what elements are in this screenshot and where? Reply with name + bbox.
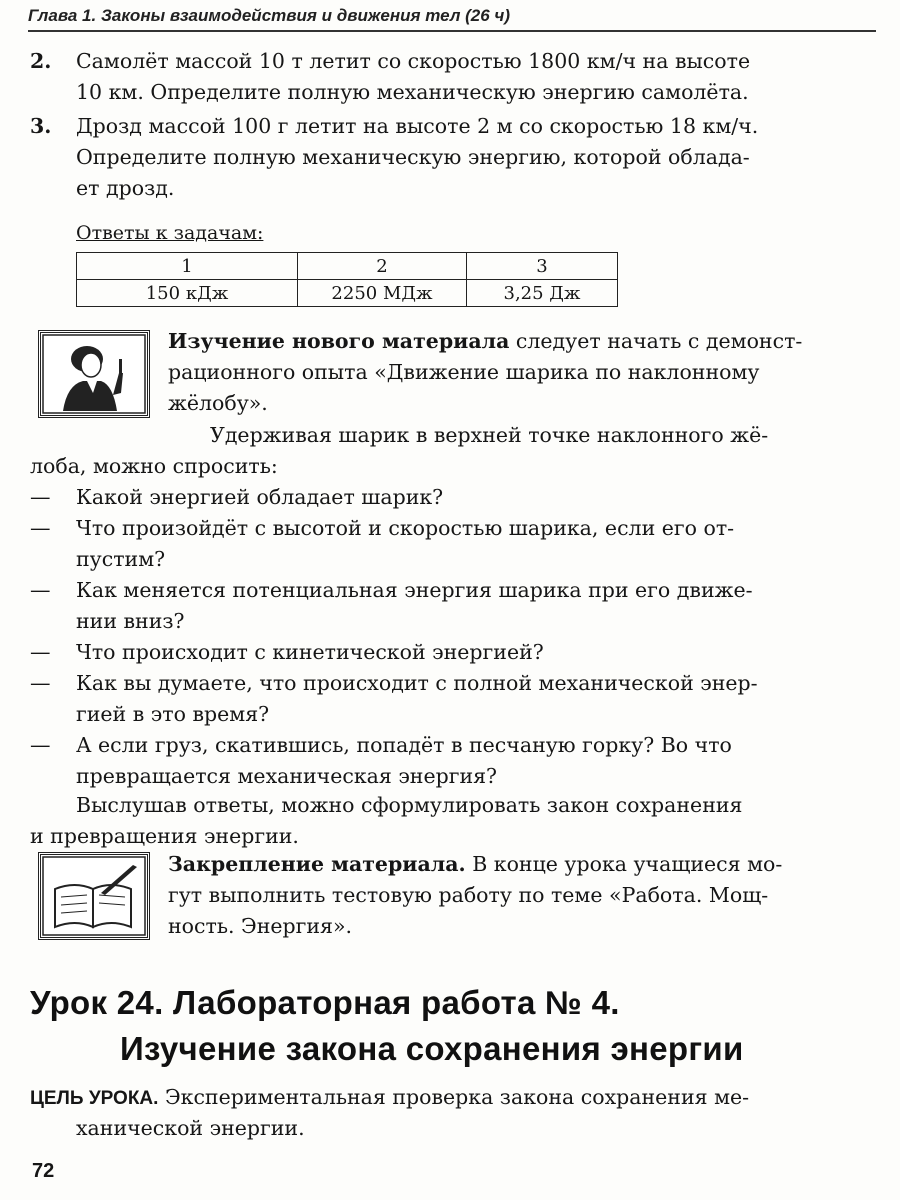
table-cell: 3,25 Дж bbox=[467, 280, 618, 307]
question-line: Как вы думаете, что происходит с полной механической энер- bbox=[76, 671, 758, 695]
table-header-cell: 2 bbox=[298, 253, 467, 280]
dash: — bbox=[30, 733, 51, 757]
answers-title: Ответы к задачам: bbox=[76, 222, 264, 244]
task-3 bbox=[30, 111, 51, 142]
dash: — bbox=[30, 578, 51, 602]
paragraph-text: ность. Энергия». bbox=[168, 914, 353, 938]
list-item bbox=[30, 482, 880, 513]
task-line: Определите полную механическую энергию, которой облада- bbox=[76, 145, 750, 169]
table-header-cell: 3 bbox=[467, 253, 618, 280]
lesson-title: Урок 24. Лабораторная работа № 4. bbox=[30, 984, 620, 1021]
question-line: гией в это время? bbox=[76, 702, 270, 726]
task-2 bbox=[30, 46, 51, 77]
dash: — bbox=[30, 671, 51, 695]
teacher-icon bbox=[38, 330, 150, 418]
task-line: Дрозд массой 100 г летит на высоте 2 м со скоростью 18 км/ч. bbox=[76, 114, 759, 138]
task-line: ет дрозд. bbox=[76, 176, 175, 200]
question-line: Как меняется потенциальная энергия шарика при его движе- bbox=[76, 578, 753, 602]
paragraph-text: лоба, можно спросить: bbox=[30, 454, 278, 478]
new-material-text bbox=[168, 326, 878, 419]
goal-label: ЦЕЛЬ УРОКА. bbox=[30, 1088, 159, 1109]
question-line: Что произойдёт с высотой и скоростью шарика, если его от- bbox=[76, 516, 735, 540]
conclusion-line: и превращения энергии. bbox=[30, 824, 299, 848]
paragraph-text: В конце урока учащиеся мо- bbox=[465, 852, 783, 876]
list-item bbox=[30, 730, 880, 792]
book-icon bbox=[38, 852, 150, 940]
list-item bbox=[30, 668, 880, 730]
goal-text: Экспериментальная проверка закона сохранения ме- bbox=[158, 1085, 750, 1109]
list-item bbox=[30, 637, 880, 668]
task-number: 3. bbox=[30, 114, 52, 138]
table-row bbox=[77, 253, 618, 280]
questions-list bbox=[30, 482, 880, 792]
paragraph-text: рационного опыта «Движение шарика по наклонному bbox=[168, 360, 760, 384]
question-line: Какой энергией обладает шарик? bbox=[76, 485, 444, 509]
table-cell: 150 кДж bbox=[77, 280, 298, 307]
question-line: Что происходит с кинетической энергией? bbox=[76, 640, 544, 664]
lesson-subtitle: Изучение закона сохранения энергии bbox=[120, 1030, 744, 1067]
table-cell: 2250 МДж bbox=[298, 280, 467, 307]
lesson-goal bbox=[30, 1082, 880, 1114]
list-item bbox=[30, 575, 880, 637]
question-line: превращается механическая энергия? bbox=[76, 764, 498, 788]
paragraph-text: жёлобу». bbox=[168, 391, 268, 415]
paragraph-text: Удерживая шарик в верхней точке наклонного жё- bbox=[210, 423, 769, 447]
reinforcement-heading: Закрепление материала. bbox=[168, 852, 466, 876]
question-line: А если груз, скатившись, попадёт в песчаную горку? Во что bbox=[76, 733, 732, 757]
dash: — bbox=[30, 516, 51, 540]
question-line: нии вниз? bbox=[76, 609, 185, 633]
chapter-header: Глава 1. Законы взаимодействия и движения тел (26 ч) bbox=[28, 6, 510, 25]
table-header-cell: 1 bbox=[77, 253, 298, 280]
table-row bbox=[77, 280, 618, 307]
question-line: пустим? bbox=[76, 547, 166, 571]
paragraph-text: гут выполнить тестовую работу по теме «Работа. Мощ- bbox=[168, 883, 769, 907]
conclusion-line: Выслушав ответы, можно сформулировать закон сохранения bbox=[76, 793, 743, 817]
new-material-heading: Изучение нового материала bbox=[168, 329, 510, 353]
task-line: 10 км. Определите полную механическую энергию самолёта. bbox=[76, 80, 749, 104]
dash: — bbox=[30, 485, 51, 509]
answers-table bbox=[76, 252, 618, 307]
goal-text: ханической энергии. bbox=[76, 1116, 305, 1140]
paragraph-text: следует начать с демонст- bbox=[509, 329, 803, 353]
task-2-text bbox=[76, 46, 876, 108]
task-3-text bbox=[76, 111, 876, 204]
dash: — bbox=[30, 640, 51, 664]
task-number: 2. bbox=[30, 49, 52, 73]
header-divider bbox=[28, 30, 876, 32]
list-item bbox=[30, 513, 880, 575]
reinforcement-text bbox=[168, 849, 878, 942]
page-number: 72 bbox=[32, 1160, 55, 1182]
task-line: Самолёт массой 10 т летит со скоростью 1800 км/ч на высоте bbox=[76, 49, 751, 73]
